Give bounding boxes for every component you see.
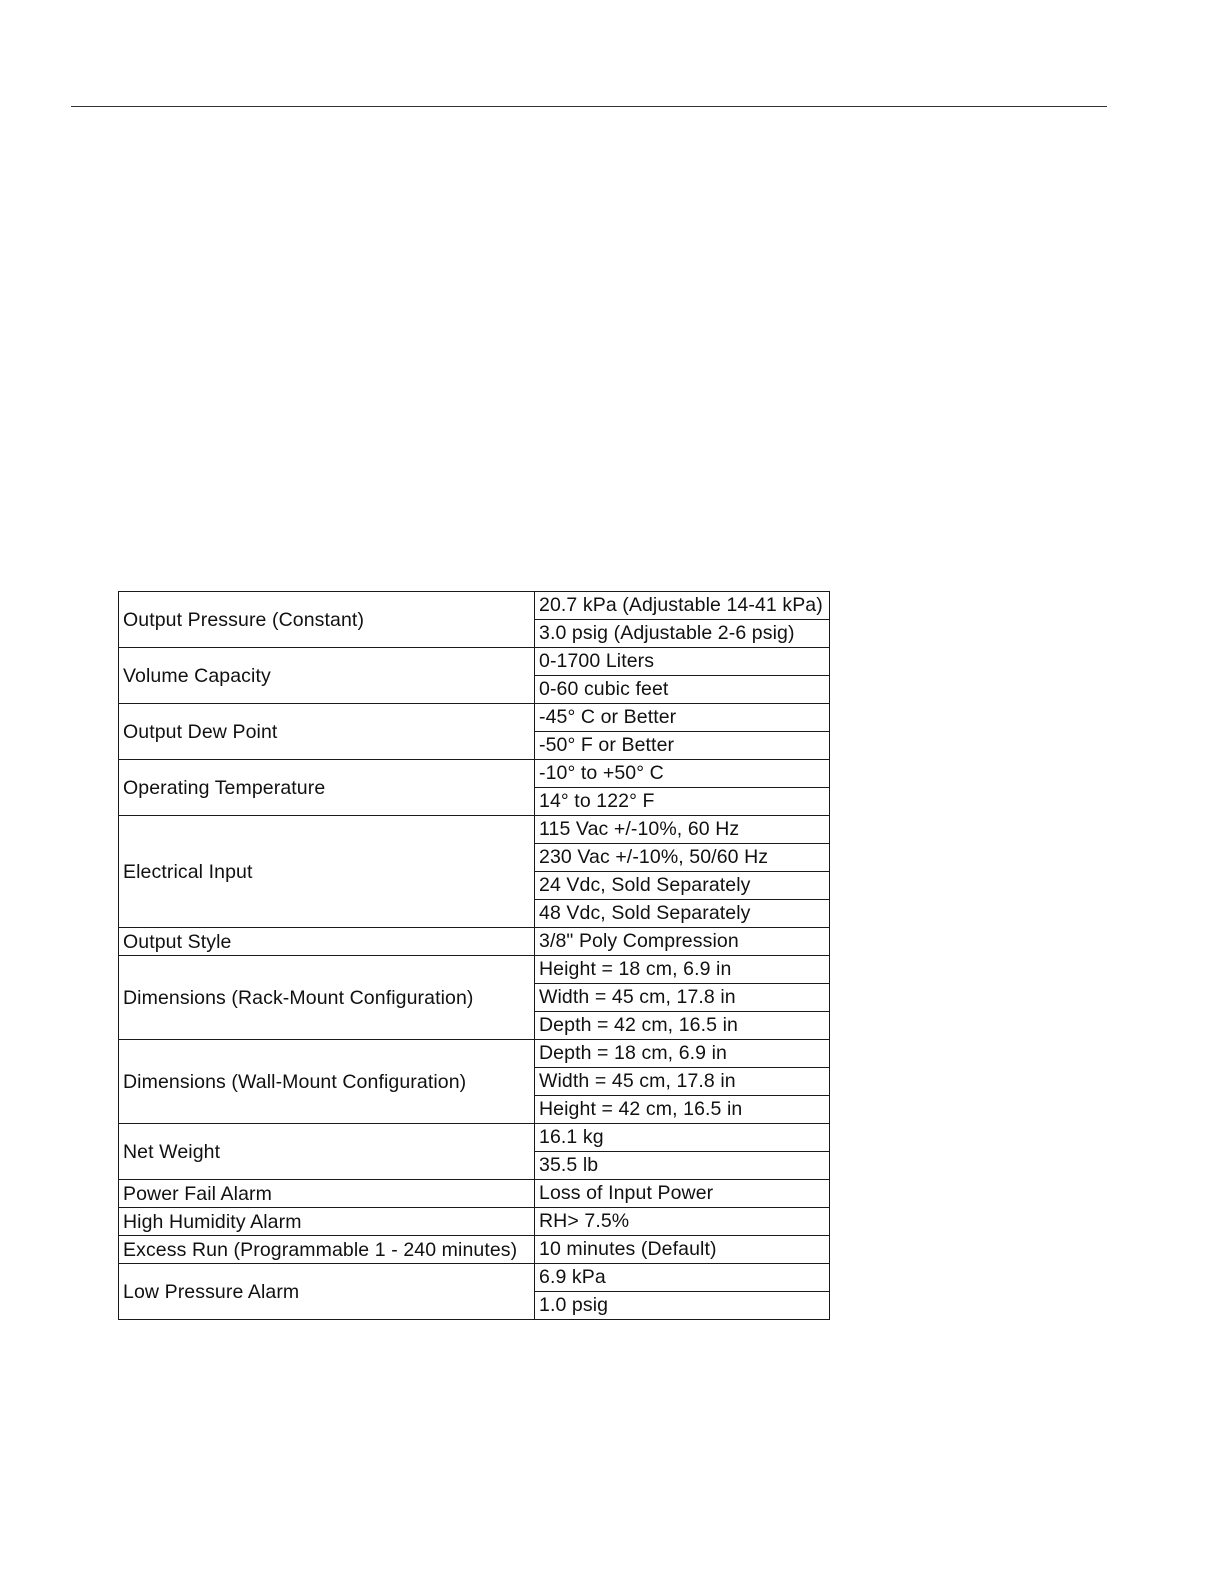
- spec-value: 16.1 kg: [535, 1124, 830, 1152]
- spec-value: RH> 7.5%: [535, 1208, 830, 1236]
- spec-value: Height = 18 cm, 6.9 in: [535, 956, 830, 984]
- table-row: [119, 816, 830, 844]
- spec-value: 230 Vac +/-10%, 50/60 Hz: [535, 844, 830, 872]
- spec-value: Height = 42 cm, 16.5 in: [535, 1096, 830, 1124]
- spec-value: Width = 45 cm, 17.8 in: [535, 1068, 830, 1096]
- spec-value: 48 Vdc, Sold Separately: [535, 900, 830, 928]
- spec-value: 35.5 lb: [535, 1152, 830, 1180]
- spec-value: Width = 45 cm, 17.8 in: [535, 984, 830, 1012]
- table-row: [119, 928, 830, 956]
- table-row: [119, 1180, 830, 1208]
- spec-value: Depth = 18 cm, 6.9 in: [535, 1040, 830, 1068]
- table-row: [119, 760, 830, 788]
- spec-parameter-output-dew-point: Output Dew Point: [119, 704, 535, 760]
- spec-value: 1.0 psig: [535, 1292, 830, 1320]
- spec-parameter-high-humidity-alarm: High Humidity Alarm: [119, 1208, 535, 1236]
- spec-value: -50° F or Better: [535, 732, 830, 760]
- spec-value: 6.9 kPa: [535, 1264, 830, 1292]
- spec-value: 10 minutes (Default): [535, 1236, 830, 1264]
- spec-value: Depth = 42 cm, 16.5 in: [535, 1012, 830, 1040]
- table-row: [119, 1208, 830, 1236]
- header-rule: [71, 106, 1107, 107]
- spec-parameter-dimensions-wall-mount: Dimensions (Wall-Mount Configuration): [119, 1040, 535, 1124]
- spec-value: 0-60 cubic feet: [535, 676, 830, 704]
- spec-parameter-electrical-input: Electrical Input: [119, 816, 535, 928]
- spec-parameter-volume-capacity: Volume Capacity: [119, 648, 535, 704]
- spec-parameter-dimensions-rack-mount: Dimensions (Rack-Mount Configuration): [119, 956, 535, 1040]
- spec-value: 3.0 psig (Adjustable 2-6 psig): [535, 620, 830, 648]
- table-row: [119, 956, 830, 984]
- spec-value: 20.7 kPa (Adjustable 14-41 kPa): [535, 592, 830, 620]
- spec-parameter-low-pressure-alarm: Low Pressure Alarm: [119, 1264, 535, 1320]
- spec-parameter-excess-run: Excess Run (Programmable 1 - 240 minutes): [119, 1236, 535, 1264]
- spec-parameter-output-style: Output Style: [119, 928, 535, 956]
- spec-value: 3/8" Poly Compression: [535, 928, 830, 956]
- spec-value: -10° to +50° C: [535, 760, 830, 788]
- table-row: [119, 704, 830, 732]
- spec-parameter-output-pressure: Output Pressure (Constant): [119, 592, 535, 648]
- spec-parameter-operating-temperature: Operating Temperature: [119, 760, 535, 816]
- spec-value: 14° to 122° F: [535, 788, 830, 816]
- spec-value: 115 Vac +/-10%, 60 Hz: [535, 816, 830, 844]
- spec-parameter-power-fail-alarm: Power Fail Alarm: [119, 1180, 535, 1208]
- spec-value: 24 Vdc, Sold Separately: [535, 872, 830, 900]
- spec-parameter-net-weight: Net Weight: [119, 1124, 535, 1180]
- table-row: [119, 1040, 830, 1068]
- spec-value: -45° C or Better: [535, 704, 830, 732]
- table-row: [119, 1264, 830, 1292]
- table-row: [119, 648, 830, 676]
- table-row: [119, 1236, 830, 1264]
- spec-value: Loss of Input Power: [535, 1180, 830, 1208]
- specifications-table: [118, 591, 830, 1320]
- table-row: [119, 592, 830, 620]
- spec-value: 0-1700 Liters: [535, 648, 830, 676]
- table-row: [119, 1124, 830, 1152]
